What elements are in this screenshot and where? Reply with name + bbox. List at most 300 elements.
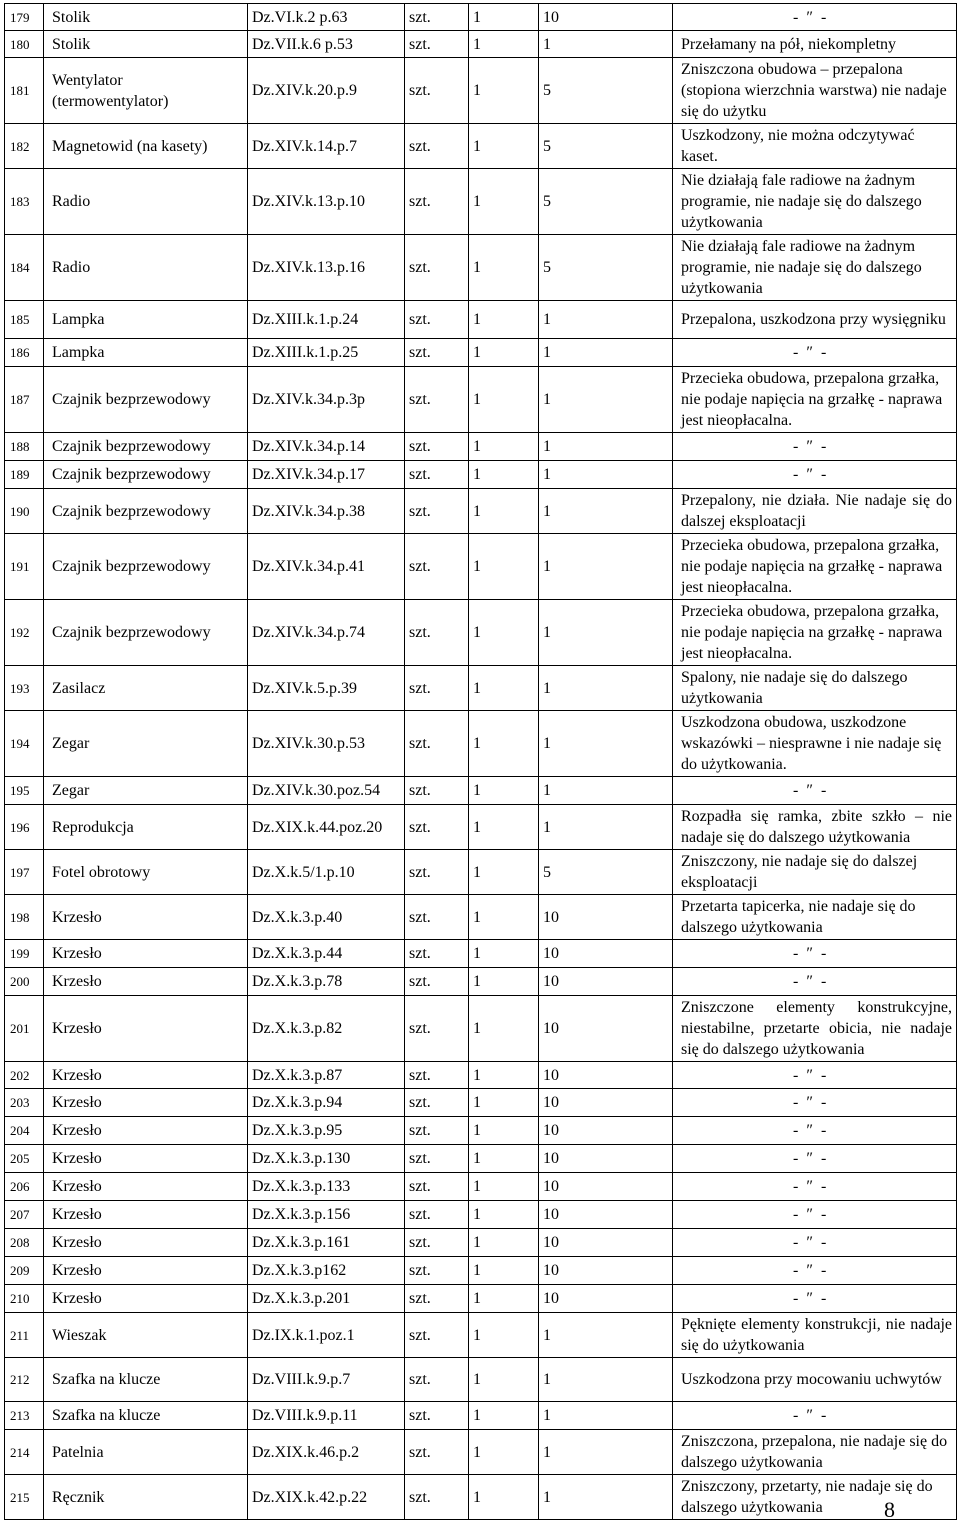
table-row: [5, 895, 957, 940]
inventory-reference: Dz.X.k.5/1.p.10: [248, 850, 405, 895]
row-number: 207: [5, 1201, 44, 1229]
row-number: 212: [5, 1358, 44, 1402]
item-name: Szafka na klucze: [44, 1402, 248, 1430]
row-number: 213: [5, 1402, 44, 1430]
inventory-reference: Dz.XIV.k.30.p.53: [248, 711, 405, 777]
table-row: [5, 1117, 957, 1145]
quantity: 1: [469, 1173, 539, 1201]
condition-note: Zniszczone elementy konstrukcyjne, niestabilne, przetarte obicia, nie nadaje się do dalszego użytkowania: [673, 996, 957, 1062]
table-row: [5, 805, 957, 850]
row-number: 200: [5, 968, 44, 996]
item-count: 10: [539, 1089, 673, 1117]
page-number: 8: [884, 1497, 895, 1522]
condition-note: [673, 1402, 957, 1430]
condition-note: Przepalony, nie działa. Nie nadaje się do dalszej eksploatacji: [673, 489, 957, 534]
table-row: [5, 433, 957, 461]
condition-note: Uszkodzony, nie można odczytywać kaset.: [673, 124, 957, 169]
row-number: 186: [5, 339, 44, 367]
unit-of-measure: szt.: [405, 1257, 469, 1285]
condition-note: Przepalona, uszkodzona przy wysięgniku: [673, 301, 957, 339]
table-row: [5, 1201, 957, 1229]
inventory-reference: Dz.XIV.k.13.p.10: [248, 169, 405, 235]
table-row: [5, 968, 957, 996]
table-row: [5, 235, 957, 301]
item-count: 1: [539, 711, 673, 777]
quantity: 1: [469, 1117, 539, 1145]
quantity: 1: [469, 968, 539, 996]
item-name: Krzesło: [44, 1257, 248, 1285]
unit-of-measure: szt.: [405, 489, 469, 534]
item-count: 1: [539, 534, 673, 600]
unit-of-measure: szt.: [405, 301, 469, 339]
quantity: 1: [469, 895, 539, 940]
item-name: Krzesło: [44, 1229, 248, 1257]
item-count: 1: [539, 31, 673, 58]
quantity: 1: [469, 489, 539, 534]
table-row: [5, 339, 957, 367]
row-number: 210: [5, 1285, 44, 1313]
ditto-mark: - ″ -: [793, 1122, 829, 1139]
table-row: [5, 1358, 957, 1402]
item-name: Czajnik bezprzewodowy: [44, 461, 248, 489]
condition-note: Zniszczony, nie nadaje się do dalszej eksploatacji: [673, 850, 957, 895]
condition-note: Spalony, nie nadaje się do dalszego użytkowania: [673, 666, 957, 711]
condition-note: [673, 461, 957, 489]
table-row: [5, 169, 957, 235]
table-row: [5, 1062, 957, 1089]
table-row: [5, 940, 957, 968]
ditto-mark: - ″ -: [793, 1150, 829, 1167]
unit-of-measure: szt.: [405, 1062, 469, 1089]
ditto-mark: - ″ -: [793, 1206, 829, 1223]
inventory-reference: Dz.XIV.k.34.p.14: [248, 433, 405, 461]
row-number: 187: [5, 367, 44, 433]
inventory-reference: Dz.VI.k.2 p.63: [248, 4, 405, 31]
row-number: 203: [5, 1089, 44, 1117]
item-count: 10: [539, 996, 673, 1062]
quantity: 1: [469, 1062, 539, 1089]
item-count: 1: [539, 666, 673, 711]
item-name: Zasilacz: [44, 666, 248, 711]
item-count: 5: [539, 58, 673, 124]
row-number: 195: [5, 777, 44, 805]
ditto-mark: - ″ -: [793, 1407, 829, 1424]
ditto-mark: - ″ -: [793, 973, 829, 990]
condition-note: Rozpadła się ramka, zbite szkło – nie nadaje się do dalszego użytkowania: [673, 805, 957, 850]
row-number: 196: [5, 805, 44, 850]
ditto-mark: - ″ -: [793, 1094, 829, 1111]
quantity: 1: [469, 169, 539, 235]
item-name: Krzesło: [44, 1201, 248, 1229]
inventory-reference: Dz.XIX.k.46.p.2: [248, 1430, 405, 1475]
row-number: 194: [5, 711, 44, 777]
inventory-reference: Dz.X.k.3.p.130: [248, 1145, 405, 1173]
quantity: 1: [469, 339, 539, 367]
row-number: 211: [5, 1313, 44, 1358]
inventory-reference: Dz.XIV.k.30.poz.54: [248, 777, 405, 805]
item-count: 10: [539, 1257, 673, 1285]
unit-of-measure: szt.: [405, 1089, 469, 1117]
item-count: 1: [539, 1358, 673, 1402]
item-name: Krzesło: [44, 895, 248, 940]
item-count: 1: [539, 1313, 673, 1358]
inventory-reference: Dz.X.k.3.p.87: [248, 1062, 405, 1089]
unit-of-measure: szt.: [405, 777, 469, 805]
item-name: Reprodukcja: [44, 805, 248, 850]
quantity: 1: [469, 666, 539, 711]
row-number: 215: [5, 1475, 44, 1520]
inventory-reference: Dz.X.k.3.p.78: [248, 968, 405, 996]
condition-note: [673, 1229, 957, 1257]
table-row: [5, 850, 957, 895]
inventory-reference: Dz.X.k.3.p.161: [248, 1229, 405, 1257]
item-name: Wentylator (termowentylator): [44, 58, 248, 124]
unit-of-measure: szt.: [405, 367, 469, 433]
quantity: 1: [469, 1430, 539, 1475]
item-count: 1: [539, 1475, 673, 1520]
item-name: Radio: [44, 235, 248, 301]
condition-note: Nie działają fale radiowe na żadnym programie, nie nadaje się do dalszego użytkowania: [673, 169, 957, 235]
row-number: 189: [5, 461, 44, 489]
quantity: 1: [469, 996, 539, 1062]
unit-of-measure: szt.: [405, 1285, 469, 1313]
item-name: Stolik: [44, 4, 248, 31]
quantity: 1: [469, 433, 539, 461]
quantity: 1: [469, 600, 539, 666]
row-number: 192: [5, 600, 44, 666]
item-count: 10: [539, 4, 673, 31]
item-name: Krzesło: [44, 1173, 248, 1201]
item-count: 10: [539, 940, 673, 968]
unit-of-measure: szt.: [405, 805, 469, 850]
unit-of-measure: szt.: [405, 461, 469, 489]
table-row: [5, 367, 957, 433]
row-number: 198: [5, 895, 44, 940]
ditto-mark: - ″ -: [793, 344, 829, 361]
row-number: 181: [5, 58, 44, 124]
quantity: 1: [469, 850, 539, 895]
condition-note: Uszkodzona przy mocowaniu uchwytów: [673, 1358, 957, 1402]
unit-of-measure: szt.: [405, 968, 469, 996]
item-count: 10: [539, 1285, 673, 1313]
item-name: Fotel obrotowy: [44, 850, 248, 895]
item-count: 10: [539, 1201, 673, 1229]
unit-of-measure: szt.: [405, 711, 469, 777]
quantity: 1: [469, 235, 539, 301]
item-name: Krzesło: [44, 1089, 248, 1117]
inventory-table: [4, 3, 957, 1520]
condition-note: Przecieka obudowa, przepalona grzałka, nie podaje napięcia na grzałkę - naprawa jest nieopłacalna.: [673, 367, 957, 433]
table-row: [5, 996, 957, 1062]
condition-note: [673, 1173, 957, 1201]
unit-of-measure: szt.: [405, 1201, 469, 1229]
unit-of-measure: szt.: [405, 1358, 469, 1402]
inventory-reference: Dz.X.k.3.p.44: [248, 940, 405, 968]
unit-of-measure: szt.: [405, 58, 469, 124]
condition-note: Zniszczona obudowa – przepalona (stopiona wierzchnia warstwa) nie nadaje się do użytku: [673, 58, 957, 124]
unit-of-measure: szt.: [405, 1402, 469, 1430]
inventory-reference: Dz.XIV.k.34.p.17: [248, 461, 405, 489]
inventory-reference: Dz.X.k.3.p.201: [248, 1285, 405, 1313]
item-count: 1: [539, 805, 673, 850]
item-count: 1: [539, 1402, 673, 1430]
quantity: 1: [469, 1358, 539, 1402]
quantity: 1: [469, 1145, 539, 1173]
inventory-reference: Dz.XIII.k.1.p.24: [248, 301, 405, 339]
inventory-reference: Dz.IX.k.1.poz.1: [248, 1313, 405, 1358]
quantity: 1: [469, 1089, 539, 1117]
quantity: 1: [469, 1285, 539, 1313]
item-name: Magnetowid (na kasety): [44, 124, 248, 169]
item-name: Krzesło: [44, 1062, 248, 1089]
item-name: Czajnik bezprzewodowy: [44, 534, 248, 600]
quantity: 1: [469, 1313, 539, 1358]
item-name: Krzesło: [44, 1285, 248, 1313]
table-row: [5, 1285, 957, 1313]
table-row: [5, 301, 957, 339]
unit-of-measure: szt.: [405, 124, 469, 169]
row-number: 201: [5, 996, 44, 1062]
unit-of-measure: szt.: [405, 1173, 469, 1201]
ditto-mark: - ″ -: [793, 782, 829, 799]
quantity: 1: [469, 301, 539, 339]
row-number: 214: [5, 1430, 44, 1475]
row-number: 182: [5, 124, 44, 169]
ditto-mark: - ″ -: [793, 8, 829, 26]
condition-note: [673, 1089, 957, 1117]
unit-of-measure: szt.: [405, 850, 469, 895]
table-row: [5, 1313, 957, 1358]
condition-note: Zniszczony, przetarty, nie nadaje się do dalszego użytkowania: [673, 1475, 957, 1520]
quantity: 1: [469, 367, 539, 433]
quantity: 1: [469, 461, 539, 489]
condition-note: [673, 1145, 957, 1173]
condition-note: [673, 1285, 957, 1313]
table-row: [5, 31, 957, 58]
table-row: [5, 1089, 957, 1117]
inventory-reference: Dz.XIV.k.13.p.16: [248, 235, 405, 301]
ditto-mark: - ″ -: [793, 438, 829, 455]
ditto-mark: - ″ -: [793, 1290, 829, 1307]
inventory-reference: Dz.X.k.3.p.82: [248, 996, 405, 1062]
inventory-reference: Dz.VII.k.6 p.53: [248, 31, 405, 58]
item-name: Krzesło: [44, 1145, 248, 1173]
inventory-reference: Dz.XIV.k.20.p.9: [248, 58, 405, 124]
quantity: 1: [469, 4, 539, 31]
item-name: Zegar: [44, 777, 248, 805]
unit-of-measure: szt.: [405, 433, 469, 461]
inventory-reference: Dz.X.k.3.p.40: [248, 895, 405, 940]
inventory-reference: Dz.X.k.3.p.133: [248, 1173, 405, 1201]
item-count: 10: [539, 1229, 673, 1257]
unit-of-measure: szt.: [405, 169, 469, 235]
row-number: 208: [5, 1229, 44, 1257]
item-count: 10: [539, 895, 673, 940]
condition-note: Nie działają fale radiowe na żadnym programie, nie nadaje się do dalszego użytkowania: [673, 235, 957, 301]
table-row: [5, 1475, 957, 1520]
unit-of-measure: szt.: [405, 940, 469, 968]
item-name: Krzesło: [44, 1117, 248, 1145]
item-name: Patelnia: [44, 1430, 248, 1475]
row-number: 180: [5, 31, 44, 58]
item-name: Wieszak: [44, 1313, 248, 1358]
item-count: 1: [539, 777, 673, 805]
table-row: [5, 777, 957, 805]
item-count: 5: [539, 169, 673, 235]
inventory-reference: Dz.X.k.3.p.94: [248, 1089, 405, 1117]
row-number: 193: [5, 666, 44, 711]
quantity: 1: [469, 534, 539, 600]
unit-of-measure: szt.: [405, 666, 469, 711]
inventory-reference: Dz.XIV.k.34.p.74: [248, 600, 405, 666]
row-number: 206: [5, 1173, 44, 1201]
condition-note: [673, 777, 957, 805]
inventory-reference: Dz.X.k.3.p.156: [248, 1201, 405, 1229]
condition-note: [673, 1257, 957, 1285]
row-number: 191: [5, 534, 44, 600]
table-row: [5, 58, 957, 124]
item-count: 1: [539, 301, 673, 339]
item-count: 10: [539, 968, 673, 996]
condition-note: Przetarta tapicerka, nie nadaje się do dalszego użytkowania: [673, 895, 957, 940]
ditto-mark: - ″ -: [793, 466, 829, 483]
table-row: [5, 1229, 957, 1257]
inventory-reference: Dz.X.k.3.p162: [248, 1257, 405, 1285]
quantity: 1: [469, 124, 539, 169]
table-row: [5, 1430, 957, 1475]
item-count: 1: [539, 489, 673, 534]
quantity: 1: [469, 940, 539, 968]
unit-of-measure: szt.: [405, 1145, 469, 1173]
quantity: 1: [469, 1201, 539, 1229]
inventory-reference: Dz.XIV.k.34.p.41: [248, 534, 405, 600]
row-number: 184: [5, 235, 44, 301]
condition-note: [673, 1062, 957, 1089]
table-row: [5, 666, 957, 711]
ditto-mark: - ″ -: [793, 1178, 829, 1195]
inventory-reference: Dz.XIV.k.5.p.39: [248, 666, 405, 711]
condition-note: Pęknięte elementy konstrukcji, nie nadaje się do użytkowania: [673, 1313, 957, 1358]
table-row: [5, 534, 957, 600]
quantity: 1: [469, 58, 539, 124]
item-name: Krzesło: [44, 968, 248, 996]
table-row: [5, 489, 957, 534]
item-count: 1: [539, 339, 673, 367]
row-number: 199: [5, 940, 44, 968]
unit-of-measure: szt.: [405, 895, 469, 940]
item-count: 5: [539, 235, 673, 301]
item-name: Lampka: [44, 301, 248, 339]
inventory-reference: Dz.XIV.k.14.p.7: [248, 124, 405, 169]
table-row: [5, 124, 957, 169]
item-name: Czajnik bezprzewodowy: [44, 367, 248, 433]
inventory-reference: Dz.XIV.k.34.p.3p: [248, 367, 405, 433]
quantity: 1: [469, 777, 539, 805]
table-row: [5, 461, 957, 489]
row-number: 179: [5, 4, 44, 31]
item-name: Czajnik bezprzewodowy: [44, 433, 248, 461]
item-count: 1: [539, 600, 673, 666]
item-name: Radio: [44, 169, 248, 235]
item-count: 1: [539, 433, 673, 461]
row-number: 209: [5, 1257, 44, 1285]
inventory-reference: Dz.XIV.k.34.p.38: [248, 489, 405, 534]
item-name: Zegar: [44, 711, 248, 777]
quantity: 1: [469, 711, 539, 777]
quantity: 1: [469, 1475, 539, 1520]
unit-of-measure: szt.: [405, 534, 469, 600]
condition-note: [673, 1117, 957, 1145]
row-number: 197: [5, 850, 44, 895]
ditto-mark: - ″ -: [793, 945, 829, 962]
item-name: Stolik: [44, 31, 248, 58]
item-count: 5: [539, 124, 673, 169]
table-row: [5, 1402, 957, 1430]
row-number: 190: [5, 489, 44, 534]
condition-note: [673, 339, 957, 367]
row-number: 183: [5, 169, 44, 235]
table-row: [5, 4, 957, 31]
unit-of-measure: szt.: [405, 600, 469, 666]
row-number: 202: [5, 1062, 44, 1089]
table-row: [5, 1173, 957, 1201]
item-count: 1: [539, 367, 673, 433]
table-row: [5, 1257, 957, 1285]
condition-note: Zniszczona, przepalona, nie nadaje się do dalszego użytkowania: [673, 1430, 957, 1475]
unit-of-measure: szt.: [405, 1117, 469, 1145]
condition-note: Przełamany na pół, niekompletny: [673, 31, 957, 58]
item-name: Krzesło: [44, 996, 248, 1062]
item-name: Lampka: [44, 339, 248, 367]
condition-note: Uszkodzona obudowa, uszkodzone wskazówki – niesprawne i nie nadaje się do użytkowania.: [673, 711, 957, 777]
inventory-reference: Dz.XIX.k.44.poz.20: [248, 805, 405, 850]
item-name: Szafka na klucze: [44, 1358, 248, 1402]
inventory-reference: Dz.VIII.k.9.p.11: [248, 1402, 405, 1430]
item-count: 10: [539, 1062, 673, 1089]
condition-note: Przecieka obudowa, przepalona grzałka, nie podaje napięcia na grzałkę - naprawa jest nieopłacalna.: [673, 600, 957, 666]
inventory-reference: Dz.VIII.k.9.p.7: [248, 1358, 405, 1402]
quantity: 1: [469, 1402, 539, 1430]
unit-of-measure: szt.: [405, 339, 469, 367]
item-name: Krzesło: [44, 940, 248, 968]
row-number: 204: [5, 1117, 44, 1145]
ditto-mark: - ″ -: [793, 1262, 829, 1279]
condition-note: Przecieka obudowa, przepalona grzałka, nie podaje napięcia na grzałkę - naprawa jest nieopłacalna.: [673, 534, 957, 600]
inventory-reference: Dz.XIII.k.1.p.25: [248, 339, 405, 367]
inventory-rows: [5, 4, 957, 1520]
condition-note: [673, 433, 957, 461]
row-number: 188: [5, 433, 44, 461]
item-name: Czajnik bezprzewodowy: [44, 600, 248, 666]
quantity: 1: [469, 805, 539, 850]
row-number: 205: [5, 1145, 44, 1173]
item-count: 10: [539, 1145, 673, 1173]
item-count: 1: [539, 1430, 673, 1475]
quantity: 1: [469, 1229, 539, 1257]
item-count: 5: [539, 850, 673, 895]
quantity: 1: [469, 31, 539, 58]
condition-note: [673, 940, 957, 968]
condition-note: [673, 1201, 957, 1229]
inventory-reference: Dz.X.k.3.p.95: [248, 1117, 405, 1145]
unit-of-measure: szt.: [405, 996, 469, 1062]
unit-of-measure: szt.: [405, 1430, 469, 1475]
ditto-mark: - ″ -: [793, 1066, 829, 1084]
table-row: [5, 600, 957, 666]
item-count: 10: [539, 1173, 673, 1201]
row-number: 185: [5, 301, 44, 339]
item-count: 1: [539, 461, 673, 489]
